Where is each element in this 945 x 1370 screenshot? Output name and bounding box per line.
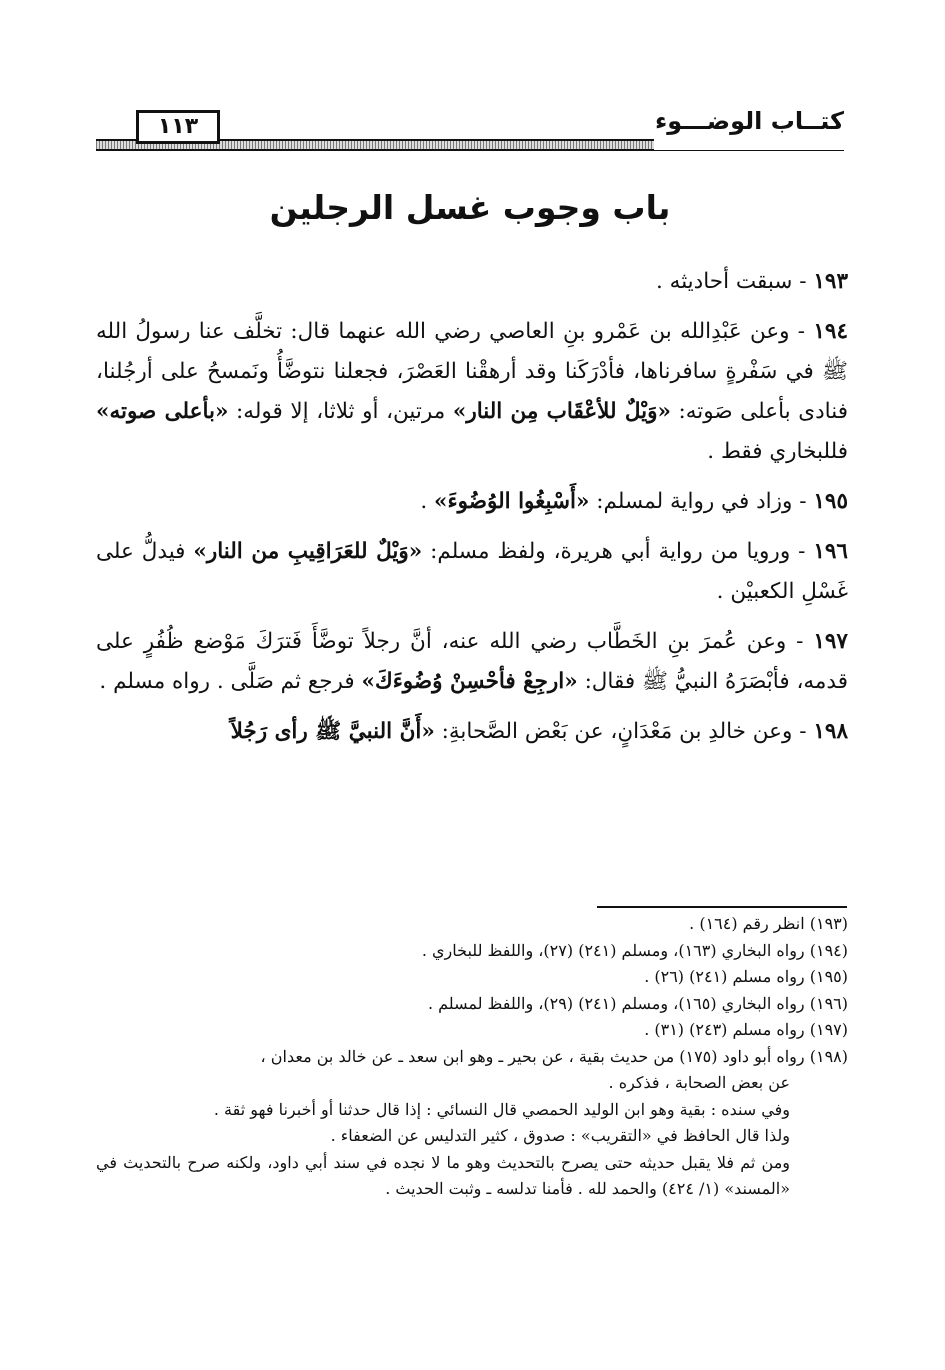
- hadith-193: [96, 262, 848, 302]
- chapter-title: باب وجوب غسل الرجلين: [269, 188, 671, 227]
- hadith-text: ورويا من رواية أبي هريرة، ولفظ مسلم:: [430, 539, 791, 564]
- footnote-193: (١٩٣) انظر رقم (١٦٤) .: [689, 914, 848, 933]
- hadith-text: مرتين، أو ثلاثا، إلا قوله:: [236, 399, 446, 424]
- footnote-198-note-taqrib: ولذا قال الحافظ في «التقريب» : صدوق ، كثير التدليس عن الضعفاء .: [330, 1126, 790, 1145]
- hadith-text: وعن عُمرَ بنِ الخَطَّاب رضي الله عنه، أنَّ رجلاً توضَّأَ فَترَكَ مَوْضع ظُفُرٍ على قدمه، فأبْصَرَهُ النبيُّ ﷺ فقال:: [96, 629, 848, 694]
- prophetic-quote: «وَيْلٌ للعَرَاقِيبِ من النار»: [193, 539, 423, 564]
- hadith-number: ١٩٤: [813, 319, 848, 344]
- hadith-text: وعن عَبْدِالله بن عَمْرو بنِ العاصي رضي الله عنهما قال: تخلَّف عنا رسولُ الله ﷺ في سَفْرةٍ سافرناها، فأدْرَكَنا وقد أرهقْنا العَصْرَ، فجعلنا نتوضَّأُ ونَمسحُ على أرجُلنا، فنادى بأعلى صَوته:: [96, 319, 848, 424]
- prophetic-quote: «وَيْلٌ للأعْقَاب مِن النار»: [452, 399, 671, 424]
- hadith-195: [96, 482, 848, 522]
- hadith-text: .: [420, 489, 428, 514]
- hadith-text: فللبخاري فقط .: [707, 439, 848, 464]
- prophetic-quote: «أَنَّ النبيَّ ﷺ رأى رَجُلاً: [230, 719, 435, 744]
- running-title: كتــاب الوضـــوء: [654, 107, 844, 135]
- hadith-198: [96, 712, 848, 752]
- page-number-box: ١١٣: [136, 110, 220, 144]
- footnote-198-note-tahdith: ومن ثم فلا يقبل حديثه حتى يصرح بالتحديث وهو ما لا نجده في سند أبي داود، ولكنه صرح بالتحديث في «المسند» (١/ ٤٢٤) والحمد لله . فأمنا تدلسه ـ وثبت الحديث .: [96, 1152, 790, 1198]
- hadith-197: [96, 622, 848, 702]
- hadith-number: ١٩٨: [813, 719, 848, 744]
- footnote-194: (١٩٤) رواه البخاري (١٦٣)، ومسلم (٢٤١) (٢٧)، واللفظ للبخاري .: [421, 940, 848, 960]
- running-header: [96, 104, 844, 150]
- footnote-195: (١٩٥) رواه مسلم (٢٤١) (٢٦) .: [644, 967, 848, 986]
- header-title-mask: [654, 136, 844, 150]
- hadith-number: ١٩٣: [813, 269, 848, 294]
- hadith-dash: -: [792, 489, 807, 514]
- hadith-text: فيدلُّ على غَسْلِ الكعبيْن .: [96, 539, 848, 604]
- hadith-194: [96, 312, 848, 472]
- hadith-dash: -: [792, 719, 807, 744]
- hadith-text: وزاد في رواية لمسلم:: [596, 489, 793, 514]
- hadith-dash: -: [786, 629, 804, 654]
- hadith-text: وعن خالدِ بن مَعْدَانٍ، عن بَعْض الصَّحابةِ:: [441, 719, 793, 744]
- footnote-197: (١٩٧) رواه مسلم (٢٤٣) (٣١) .: [644, 1020, 848, 1039]
- hadith-number: ١٩٧: [813, 629, 848, 654]
- footnotes: [96, 911, 848, 1203]
- hadith-dash: -: [792, 269, 807, 294]
- hadith-text: سبقت أحاديثه .: [656, 269, 793, 294]
- footnote-separator: [597, 906, 847, 908]
- footnote-198-continuation: عن بعض الصحابة ، فذكره .: [608, 1073, 790, 1092]
- hadith-dash: -: [790, 539, 806, 564]
- footnote-198-note-sanad: وفي سنده : بقية وهو ابن الوليد الحمصي قال النسائي : إذا قال حدثنا أو أخبرنا فهو ثقة .: [213, 1099, 790, 1119]
- prophetic-quote: «ارجِعْ فأحْسِنْ وُضُوءَكَ»: [361, 669, 578, 694]
- hadith-text: فرجع ثم صَلَّى . رواه مسلم .: [99, 669, 355, 694]
- hadith-body: [96, 262, 848, 762]
- hadith-196: [96, 532, 848, 612]
- footnote-198: (١٩٨) رواه أبو داود (١٧٥) من حديث بقية ، عن بحير ـ وهو ابن سعد ـ عن خالد بن معدان ،: [260, 1046, 848, 1066]
- footnote-196: (١٩٦) رواه البخاري (١٦٥)، ومسلم (٢٤١) (٢٩)، واللفظ لمسلم .: [427, 993, 848, 1013]
- hadith-number: ١٩٥: [813, 489, 848, 514]
- prophetic-quote: «بأعلى صوته»: [96, 399, 229, 424]
- hadith-dash: -: [789, 319, 806, 344]
- hadith-number: ١٩٦: [813, 539, 848, 564]
- prophetic-quote: «أَسْبِغُوا الوُضُوءَ»: [434, 489, 590, 514]
